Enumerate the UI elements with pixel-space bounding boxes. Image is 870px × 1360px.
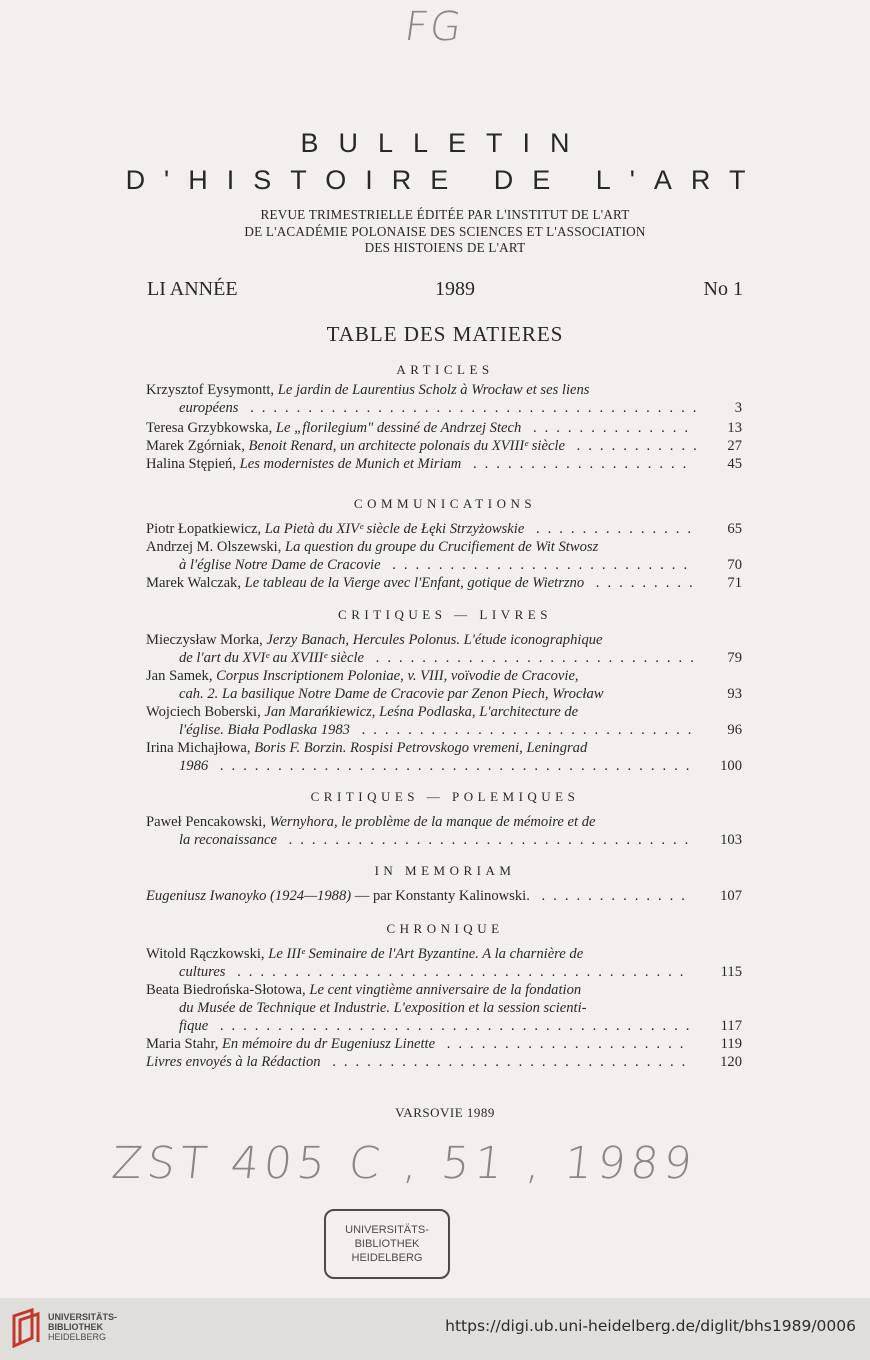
library-logo-text[interactable] <box>48 1312 117 1342</box>
entry-page-number: 45 <box>727 456 742 472</box>
toc-entry-line <box>146 999 742 1017</box>
pencil-annotation-top: FG <box>401 4 467 50</box>
entry-author: Irina Michajłowa, <box>146 740 255 756</box>
entry-page-number: 100 <box>720 758 742 774</box>
entry-title: à l'église Notre Dame de Cracovie <box>179 557 381 573</box>
entry-title: de l'art du XVIᵉ au XVIIIᵉ siècle <box>179 650 365 666</box>
toc-entry[interactable] <box>146 1035 742 1053</box>
entry-page-number: 27 <box>727 438 742 454</box>
leader-dots: ............................. <box>349 722 700 738</box>
section-heading: ARTICLES <box>396 362 494 377</box>
entry-page-number: 107 <box>720 888 742 904</box>
toc-entry[interactable] <box>146 887 742 905</box>
section-heading: CHRONIQUE <box>386 921 504 936</box>
leader-dots: ........... <box>564 438 705 454</box>
entry-title: Benoit Renard, un architecte polonais du XVIIIᵉ siècle <box>248 438 565 454</box>
logo-line: HEIDELBERG <box>48 1332 107 1342</box>
toc-title: TABLE DES MATIERES <box>326 322 564 346</box>
section-heading: CRITIQUES — POLEMIQUES <box>310 789 580 804</box>
entry-title: du Musée de Technique et Industrie. L'exposition et la session scienti- <box>179 1000 587 1016</box>
toc-entry-line <box>146 520 742 538</box>
entry-page-number: 103 <box>720 832 742 848</box>
entry-page-number: 115 <box>720 964 742 980</box>
leader-dots: .............. <box>521 420 697 436</box>
entry-title: Livres envoyés à la Rédaction <box>146 1054 321 1070</box>
viewer-footer-bar <box>0 1298 870 1360</box>
section-heading: IN MEMORIAM <box>374 863 516 878</box>
leader-dots: ..................... <box>435 1036 692 1052</box>
entry-title: cah. 2. La basilique Notre Dame de Cracovie par Zenon Piech, Wrocław <box>179 686 604 702</box>
entry-author: — par Konstanty Kalinowski. <box>351 888 530 904</box>
entry-title: Eugeniusz Iwanoyko (1924—1988) <box>146 888 352 904</box>
permalink-url[interactable]: https://digi.ub.uni-heidelberg.de/diglit/bhs1989/0006 <box>445 1317 856 1335</box>
toc-entry-line <box>146 538 742 556</box>
toc-entry[interactable] <box>146 703 742 739</box>
toc-entry[interactable] <box>146 739 742 775</box>
toc-entry[interactable] <box>146 538 742 574</box>
section-heading: CRITIQUES — LIVRES <box>338 607 552 622</box>
entry-title: Les modernistes de Munich et Miriam <box>239 456 462 472</box>
entry-title: Jerzy Banach, Hercules Polonus. L'étude iconographique <box>266 632 603 648</box>
journal-title: BULLETIN <box>300 128 590 158</box>
logo-line: UNIVERSITÄTS- <box>48 1312 118 1322</box>
leader-dots: ............. <box>529 888 693 904</box>
entry-author: Maria Stahr, <box>146 1036 223 1052</box>
entry-page-number: 93 <box>727 686 742 702</box>
leader-dots: .............. <box>524 521 700 537</box>
entry-author: Marek Zgórniak, <box>146 438 249 454</box>
toc-entry-line <box>146 945 742 963</box>
publisher-line: DES HISTOIENS DE L'ART <box>364 240 526 255</box>
entry-author: Jan Samek, <box>146 668 217 684</box>
toc-entry-line <box>146 437 742 455</box>
toc-entry[interactable] <box>146 1053 742 1071</box>
toc-entry[interactable] <box>146 520 742 538</box>
toc-entry-line <box>146 381 742 399</box>
entry-title: Le jardin de Laurentius Scholz à Wrocław et ses liens <box>277 382 590 398</box>
leader-dots: ....................................... <box>225 964 692 980</box>
leader-dots: ................... <box>461 456 695 472</box>
publisher-description <box>0 207 870 257</box>
library-logo-icon[interactable] <box>10 1308 42 1348</box>
toc-entry-line <box>146 455 742 473</box>
toc-entry-line <box>146 419 742 437</box>
toc-entry[interactable] <box>146 631 742 667</box>
toc-entry-line <box>146 685 742 703</box>
entry-title: Le IIIᵉ Seminaire de l'Art Byzantine. A la charnière de <box>268 946 584 962</box>
toc-entry-line <box>146 556 742 574</box>
toc-entry[interactable] <box>146 981 742 1035</box>
entry-title: La Pietà du XIVᵉ siècle de Łęki Strzyżowskie <box>264 521 525 537</box>
leader-dots: ......... <box>584 575 701 591</box>
entry-page-number: 119 <box>720 1036 742 1052</box>
leader-dots: ............................ <box>364 650 702 666</box>
entry-title: Le cent vingtième anniversaire de la fondation <box>309 982 582 998</box>
entry-author: Witold Rączkowski, <box>146 946 269 962</box>
toc-entry[interactable] <box>146 437 742 455</box>
leader-dots: ......................................... <box>208 758 698 774</box>
entry-author: Teresa Grzybkowska, <box>146 420 276 436</box>
journal-subtitle-title: D'HISTOIRE DE L'ART <box>125 165 765 195</box>
entry-title: fique <box>179 1018 209 1034</box>
entry-title: La question du groupe du Crucifiement de Wit Stwosz <box>285 539 599 555</box>
publisher-line: DE L'ACADÉMIE POLONAISE DES SCIENCES ET L'ASSOCIATION <box>244 223 646 239</box>
toc-entry-line <box>146 813 742 831</box>
entry-title: 1986 <box>179 758 209 774</box>
leader-dots: ................................... <box>276 832 697 848</box>
toc-entry[interactable] <box>146 381 742 417</box>
entry-author: Krzysztof Eysymontt, <box>146 382 278 398</box>
entry-title: Boris F. Borzin. Rospisi Petrovskogo vremeni, Leningrad <box>254 740 588 756</box>
toc-entry-line <box>146 667 742 685</box>
entry-page-number: 96 <box>727 722 742 738</box>
toc-entry[interactable] <box>146 455 742 473</box>
entry-title: Jan Marańkiewicz, Leśna Podlaska, L'architecture de <box>264 704 579 720</box>
entry-author: Paweł Pencakowski, <box>146 814 270 830</box>
entry-page-number: 120 <box>720 1054 742 1070</box>
issue-number: No 1 <box>703 278 743 300</box>
stamp-line: UNIVERSITÄTS- <box>345 1224 429 1236</box>
entry-page-number: 71 <box>727 575 742 591</box>
entry-author: Beata Biedrońska-Słotowa, <box>146 982 310 998</box>
entry-page-number: 13 <box>727 420 742 436</box>
toc-entry[interactable] <box>146 419 742 437</box>
entry-author: Piotr Łopatkiewicz, <box>146 521 265 537</box>
entry-author: Marek Walczak, <box>146 575 245 591</box>
toc-entry-line <box>146 963 742 981</box>
entry-title: Corpus Inscriptionem Poloniae, v. VIII, voïvodie de Cracovie, <box>216 668 579 684</box>
entry-title: l'église. Biała Podlaska 1983 <box>179 722 350 738</box>
entry-title: En mémoire du dr Eugeniusz Linette <box>222 1036 436 1052</box>
issue-year: 1989 <box>435 278 475 300</box>
leader-dots: ............................... <box>320 1054 694 1070</box>
entry-author: Wojciech Boberski, <box>146 704 265 720</box>
toc-entry[interactable] <box>146 667 742 703</box>
leader-dots: ......................................... <box>208 1018 698 1034</box>
toc-entry-line <box>146 1053 742 1071</box>
toc-entry-line <box>146 574 742 592</box>
toc-entry-line <box>146 1035 742 1053</box>
toc-entry-line <box>146 399 742 417</box>
toc-entry-line <box>146 757 742 775</box>
toc-entry-line <box>146 981 742 999</box>
toc-entry-line <box>146 649 742 667</box>
leader-dots: ....................................... <box>238 400 705 416</box>
publisher-line: REVUE TRIMESTRIELLE ÉDITÉE PAR L'INSTITUT DE L'ART <box>260 207 630 222</box>
entry-title: Le tableau de la Vierge avec l'Enfant, gotique de Wietrzno <box>244 575 585 591</box>
toc-entry-line <box>146 703 742 721</box>
logo-line: BIBLIOTHEK <box>48 1322 103 1332</box>
entry-page-number: 70 <box>727 557 742 573</box>
pencil-shelfmark: ZST 405 C , 51 , 1989 <box>109 1138 700 1189</box>
volume-label: LI ANNÉE <box>147 278 238 300</box>
entry-author: Halina Stępień, <box>146 456 240 472</box>
toc-entry-line <box>146 739 742 757</box>
entry-title: Le „florilegium" dessiné de Andrzej Stech <box>275 420 522 436</box>
entry-author: Andrzej M. Olszewski, <box>146 539 286 555</box>
toc-entry-line <box>146 887 742 905</box>
toc-entry-line <box>146 1017 742 1035</box>
entry-page-number: 65 <box>727 521 742 537</box>
toc-entry[interactable] <box>146 574 742 592</box>
entry-title: Wernyhora, le problème de la manque de mémoire et de <box>269 814 596 830</box>
entry-author: Mieczysław Morka, <box>146 632 267 648</box>
leader-dots: .......................... <box>380 557 696 573</box>
stamp-line: BIBLIOTHEK <box>354 1238 420 1250</box>
entry-page-number: 117 <box>720 1018 742 1034</box>
toc-entry[interactable] <box>146 945 742 981</box>
section-heading: COMMUNICATIONS <box>353 496 537 511</box>
toc-entry-line <box>146 831 742 849</box>
publication-place: VARSOVIE 1989 <box>395 1105 495 1120</box>
toc-entry[interactable] <box>146 813 742 849</box>
entry-title: la reconaissance <box>179 832 277 848</box>
toc-entry-line <box>146 631 742 649</box>
library-stamp <box>324 1209 450 1279</box>
entry-page-number: 3 <box>734 400 742 416</box>
entry-title: européens <box>179 400 239 416</box>
stamp-line: HEIDELBERG <box>351 1252 423 1264</box>
toc-entry-line <box>146 721 742 739</box>
entry-page-number: 79 <box>727 650 742 666</box>
entry-title: cultures <box>179 964 226 980</box>
